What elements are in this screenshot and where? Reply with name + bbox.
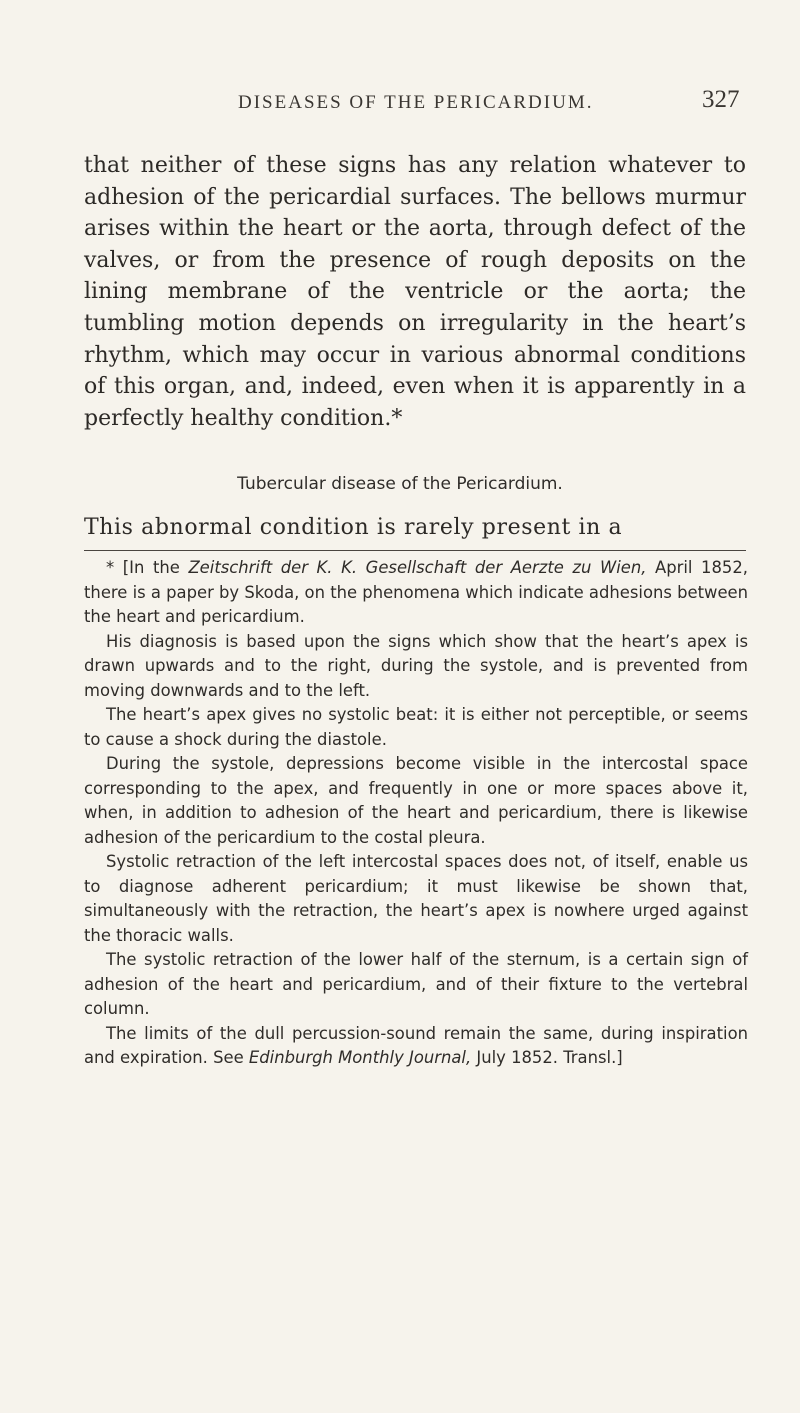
footnote-paragraph: His diagnosis is based upon the signs which show that the heart’s apex is drawn upwards and to the right, during the systole, and is prevented from moving downwards and to the left.	[84, 631, 748, 700]
section-heading: Tubercular disease of the Pericardium.	[237, 474, 563, 494]
footnote-paragraph: Systolic retraction of the left intercostal spaces does not, of itself, enable us to diagnose adherent pericardium; it must likewise be shown that, simultaneously with the retraction, the heart’s apex is nowhere urged against the thoracic walls.	[84, 852, 748, 945]
footnote	[84, 556, 748, 1071]
page-number: 327	[702, 86, 740, 113]
footnote-paragraph	[84, 556, 748, 630]
footnote-marker: * [In the	[106, 558, 180, 577]
footnote-paragraph	[84, 1022, 748, 1071]
journal-title: Edinburgh Monthly Journal,	[248, 1048, 472, 1067]
footnote-text: July 1852. Transl.]	[476, 1048, 623, 1067]
body-paragraph-continued: This abnormal condition is rarely present in a	[84, 515, 623, 540]
journal-title: Zeitschrift der K. K. Gesellschaft der Aerzte zu Wien,	[188, 558, 647, 577]
footnote-divider	[84, 550, 746, 551]
running-title: DISEASES OF THE PERICARDIUM.	[238, 92, 594, 113]
footnote-paragraph: During the systole, depressions become visible in the intercostal space corresponding to the apex, and frequently in one or more spaces above it, when, in addition to adhesion of the heart and pericardium, there is likewise adhesion of the pericardium to the costal pleura.	[84, 754, 748, 847]
footnote-paragraph: The systolic retraction of the lower half of the sternum, is a certain sign of adhesion of the heart and pericardium, and of their fixture to the vertebral column.	[84, 950, 748, 1018]
footnote-text: The limits of the dull percussion-sound remain the same, during inspiration and expiration. See	[84, 1023, 748, 1067]
footnote-text: April 1852, there is a paper by Skoda, on the phenomena which indicate adhesions between the heart and pericardium.	[84, 558, 748, 626]
footnote-paragraph: The heart’s apex gives no systolic beat: it is either not perceptible, or seems to cause a shock during the diastole.	[84, 705, 748, 749]
body-paragraph: that neither of these signs has any relation whatever to adhesion of the pericardial surfaces. The bellows murmur arises within the heart or the aorta, through defect of the valves, or from the presence of rough deposits on the lining membrane of the ventricle or the aorta; the tumbling motion depends on irregularity in the heart’s rhythm, which may occur in various abnormal conditions of this organ, and, indeed, even when it is apparently in a perfectly healthy condition.*	[84, 153, 746, 431]
